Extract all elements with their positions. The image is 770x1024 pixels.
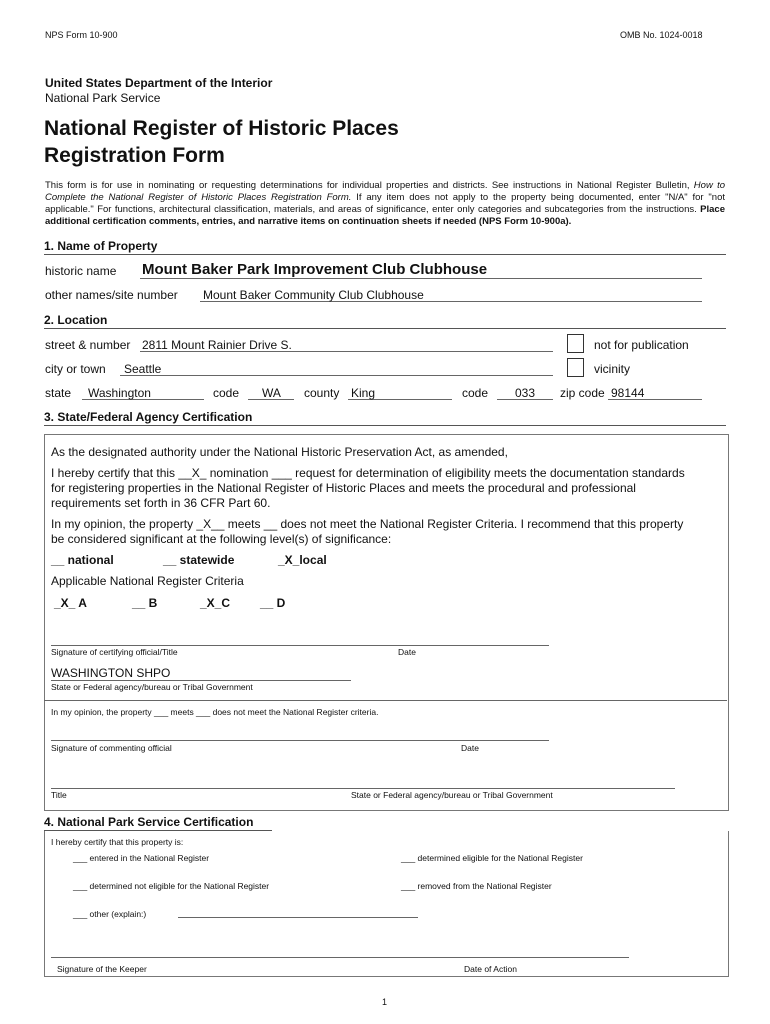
not-for-publication-checkbox[interactable] <box>567 334 584 353</box>
option-other[interactable]: ___ other (explain:) <box>73 909 147 919</box>
option-entered[interactable]: ___ entered in the National Register <box>73 853 210 863</box>
county-code-label: code <box>462 386 489 400</box>
other-names-field[interactable]: Mount Baker Community Club Clubhouse <box>203 288 424 302</box>
certifying-signature-label: Signature of certifying official/Title <box>51 647 178 657</box>
zip-label: zip code <box>560 386 605 400</box>
agency-label: State or Federal agency/bureau or Tribal Government <box>51 682 253 692</box>
certifying-date-label: Date <box>398 647 416 657</box>
page-number: 1 <box>382 997 388 1007</box>
state-code-label: code <box>213 386 240 400</box>
county-code-field[interactable]: 033 <box>515 386 536 400</box>
option-removed[interactable]: ___ removed from the National Register <box>401 881 552 891</box>
level-statewide[interactable]: __ statewide <box>163 553 235 567</box>
keeper-signature-label: Signature of the Keeper <box>57 964 147 974</box>
zip-field[interactable]: 98144 <box>611 386 645 400</box>
nps-certify-intro: I hereby certify that this property is: <box>51 837 184 847</box>
state-code-field[interactable]: WA <box>262 386 281 400</box>
commenting-signature-line[interactable] <box>51 740 549 741</box>
criterion-c[interactable]: _X_C <box>200 596 231 610</box>
section-4-heading: 4. National Park Service Certification <box>44 815 272 831</box>
page-title: National Register of Historic Places <box>44 117 399 140</box>
commenting-date-label: Date <box>461 743 479 753</box>
certify-line-1: I hereby certify that this __X_ nomination ___ request for determination of eligibility meets the documentation standards <box>51 466 685 480</box>
city-field[interactable]: Seattle <box>124 362 162 376</box>
street-label: street & number <box>45 338 131 352</box>
historic-name-field[interactable]: Mount Baker Park Improvement Club Clubhouse <box>142 261 488 278</box>
criterion-b[interactable]: __ B <box>132 596 158 610</box>
section-1-heading: 1. Name of Property <box>44 239 726 255</box>
opinion-line-1: In my opinion, the property _X__ meets __ does not meet the National Register Criteria. I recommend that this property <box>51 517 684 531</box>
option-not-eligible[interactable]: ___ determined not eligible for the National Register <box>73 881 270 891</box>
state-field[interactable]: Washington <box>88 386 151 400</box>
commenting-opinion: In my opinion, the property ___ meets ___ does not meet the National Register criteria. <box>51 707 379 717</box>
not-for-publication-label: not for publication <box>594 338 689 352</box>
omb-number: OMB No. 1024-0018 <box>620 30 703 40</box>
other-explain-line[interactable] <box>178 917 418 918</box>
page-subtitle: Registration Form <box>44 144 225 167</box>
title-label: Title <box>51 790 67 800</box>
historic-name-label: historic name <box>45 264 117 278</box>
date-of-action-label: Date of Action <box>464 964 517 974</box>
section-2-heading: 2. Location <box>44 313 726 329</box>
criteria-label: Applicable National Register Criteria <box>51 574 244 588</box>
certify-line-2: for registering properties in the National Register of Historic Places and meets the procedural and professional <box>51 481 636 495</box>
criterion-a[interactable]: _X_ A <box>54 596 87 610</box>
vicinity-checkbox[interactable] <box>567 358 584 377</box>
county-label: county <box>304 386 340 400</box>
department-name: United States Department of the Interior <box>45 76 273 90</box>
level-national[interactable]: __ national <box>51 553 114 567</box>
commenting-signature-label: Signature of commenting official <box>51 743 172 753</box>
other-names-label: other names/site number <box>45 288 178 302</box>
level-local[interactable]: _X_local <box>278 553 327 567</box>
city-label: city or town <box>45 362 106 376</box>
opinion-line-2: be considered significant at the following level(s) of significance: <box>51 532 392 546</box>
section-3-heading: 3. State/Federal Agency Certification <box>44 410 726 426</box>
option-eligible[interactable]: ___ determined eligible for the National Register <box>401 853 583 863</box>
criterion-d[interactable]: __ D <box>260 596 286 610</box>
form-number: NPS Form 10-900 <box>45 30 118 40</box>
title-line[interactable] <box>51 788 675 789</box>
keeper-signature-line[interactable] <box>51 957 629 958</box>
county-field[interactable]: King <box>351 386 376 400</box>
authority-statement: As the designated authority under the National Historic Preservation Act, as amended, <box>51 445 508 459</box>
service-name: National Park Service <box>45 91 161 105</box>
agency-field[interactable]: WASHINGTON SHPO <box>51 666 171 680</box>
certifying-signature-line[interactable] <box>51 645 549 646</box>
certify-line-3: requirements set forth in 36 CFR Part 60. <box>51 496 271 510</box>
state-label: state <box>45 386 72 400</box>
street-field[interactable]: 2811 Mount Rainier Drive S. <box>142 338 292 352</box>
vicinity-label: vicinity <box>594 362 631 376</box>
title-agency-label: State or Federal agency/bureau or Tribal Government <box>351 790 553 800</box>
intro-paragraph: This form is for use in nominating or requesting determinations for individual properties and districts. See instructions in National Register Bulletin, How to Complete the National Register of Historic Places Registration Form. If any item does not apply to the property being documented, enter "N/A" for "not applicable." For functions, architectural classification, materials, and areas of significance, enter only categories and subcategories from the instructions. Place additional certification comments, entries, and narrative items on continuation sheets if needed (NPS Form 10-900a). <box>45 180 726 227</box>
